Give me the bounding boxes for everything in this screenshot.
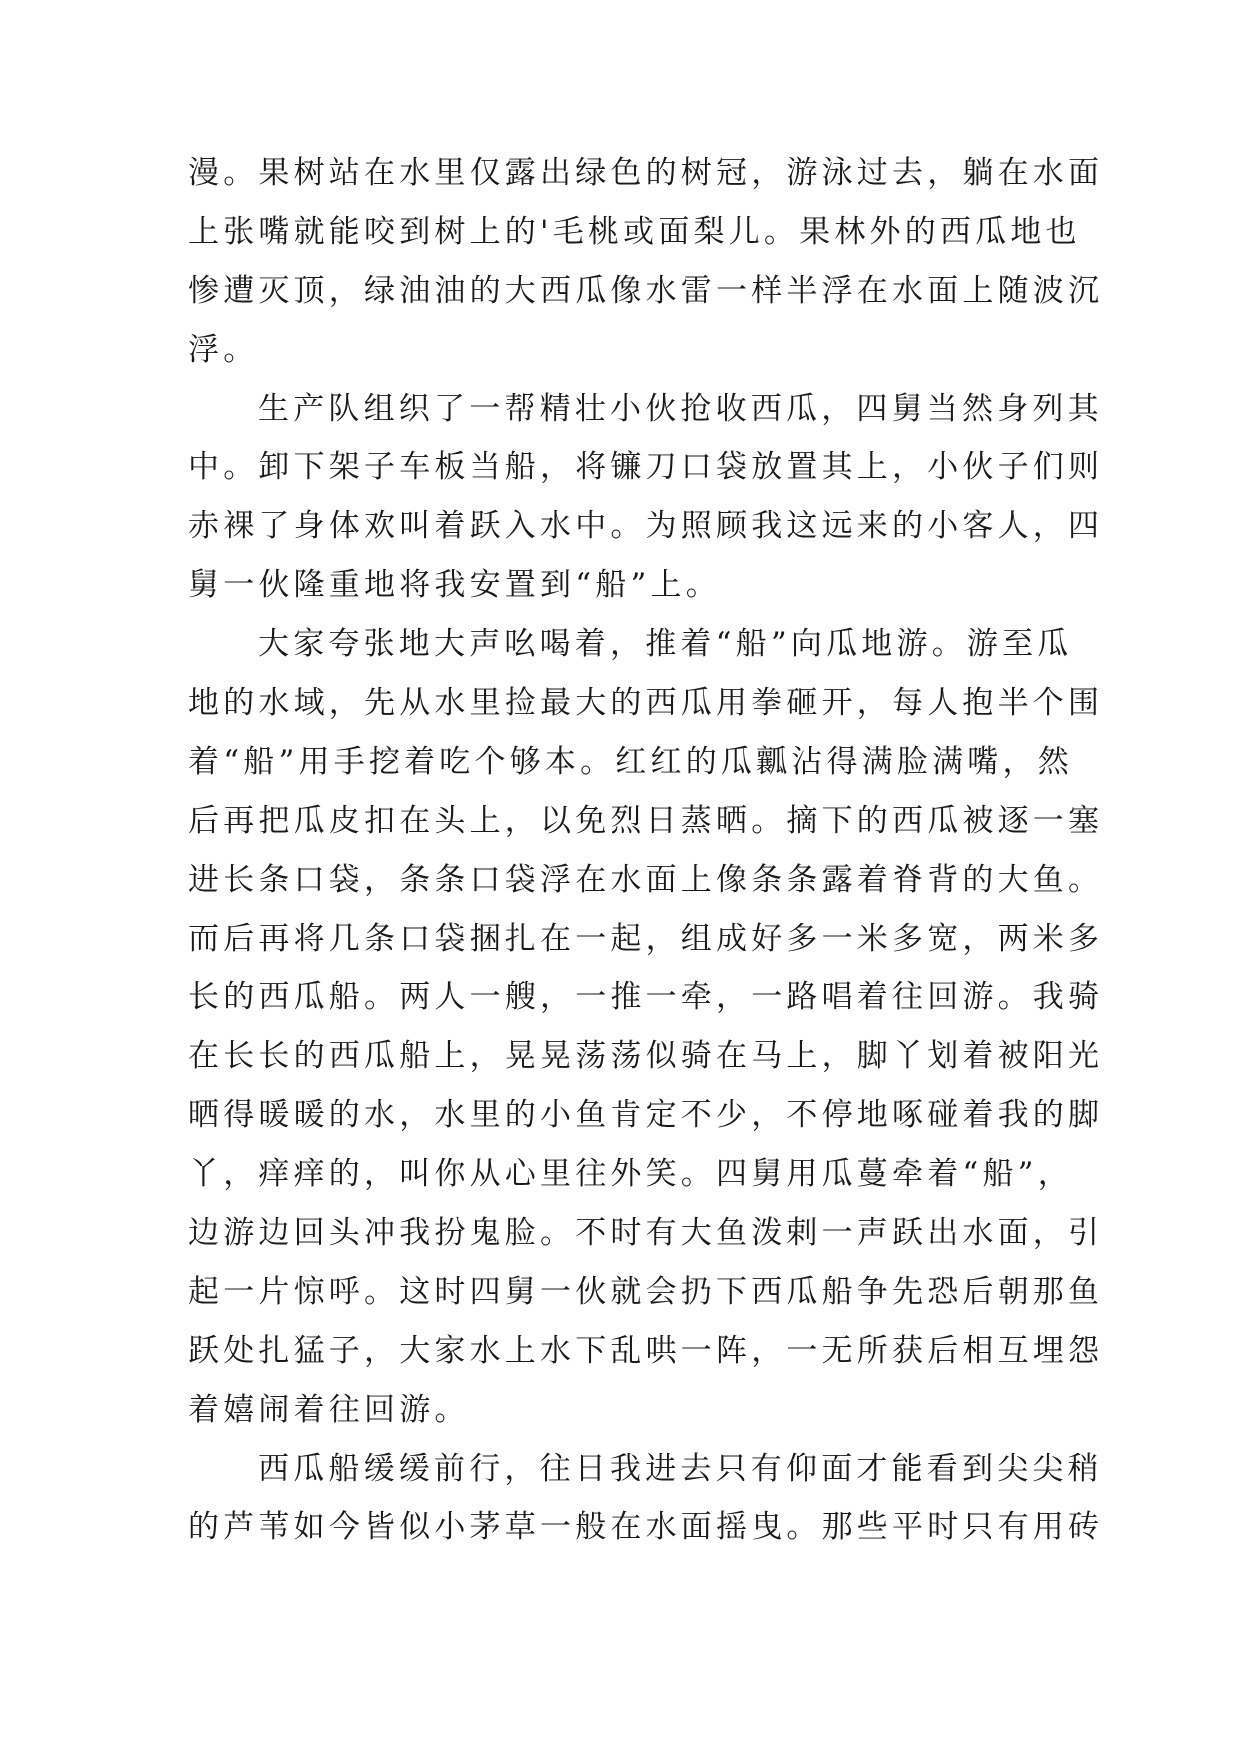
text-line: 在长长的西瓜船上，晃晃荡荡似骑在马上，脚丫划着被阳光	[188, 1038, 1104, 1075]
body-text	[188, 144, 1104, 1557]
text-line: 中。卸下架子车板当船，将镰刀口袋放置其上，小伙子们则	[188, 449, 1104, 486]
text-line: 赤裸了身体欢叫着跃入水中。为照顾我这远来的小客人，四	[188, 508, 1104, 545]
text-line: 舅一伙隆重地将我安置到“船”上。	[188, 567, 721, 604]
text-line: 起一片惊呼。这时四舅一伙就会扔下西瓜船争先恐后朝那鱼	[188, 1273, 1104, 1310]
paragraph-first-line: 生产队组织了一帮精壮小伙抢收西瓜，四舅当然身列其	[258, 390, 1103, 427]
text-line: 浮。	[188, 331, 259, 368]
text-line: 漫。果树站在水里仅露出绿色的树冠，游泳过去，躺在水面	[188, 155, 1104, 191]
text-line: 长的西瓜船。两人一艘，一推一牵，一路唱着往回游。我骑	[188, 979, 1104, 1016]
text-line: 地的水域，先从水里捡最大的西瓜用拳砸开，每人抱半个围	[188, 685, 1104, 722]
text-line: 后再把瓜皮扣在头上，以免烈日蒸晒。摘下的西瓜被逐一塞	[188, 802, 1104, 839]
text-line: 惨遭灭顶，绿油油的大西瓜像水雷一样半浮在水面上随波沉	[188, 272, 1104, 309]
text-line: 的芦苇如今皆似小茅草一般在水面摇曳。那些平时只有用砖	[188, 1509, 1104, 1546]
text-line: 晒得暖暖的水，水里的小鱼肯定不少，不停地啄碰着我的脚	[188, 1097, 1104, 1134]
text-line: 丫，痒痒的，叫你从心里往外笑。四舅用瓜蔓牵着“船”，	[188, 1156, 1073, 1193]
paragraph-first-line: 大家夸张地大声吆喝着，推着“船”向瓜地游。游至瓜	[258, 626, 1073, 663]
text-line: 跃处扎猛子，大家水上水下乱哄一阵，一无所获后相互埋怨	[188, 1332, 1104, 1369]
text-line: 着“船”用手挖着吃个够本。红红的瓜瓤沾得满脸满嘴，然	[188, 743, 1073, 780]
text-line: 而后再将几条口袋捆扎在一起，组成好多一米多宽，两米多	[188, 920, 1104, 957]
text-line: 进长条口袋，条条口袋浮在水面上像条条露着脊背的大鱼。	[188, 861, 1104, 898]
text-line: 边游边回头冲我扮鬼脸。不时有大鱼泼剌一声跃出水面，引	[188, 1215, 1104, 1252]
text-line: 着嬉闹着往回游。	[188, 1391, 470, 1428]
paragraph-first-line: 西瓜船缓缓前行，往日我进去只有仰面才能看到尖尖稍	[258, 1450, 1103, 1487]
text-line: 上张嘴就能咬到树上的'毛桃或面梨儿。果林外的西瓜地也	[188, 213, 1081, 250]
